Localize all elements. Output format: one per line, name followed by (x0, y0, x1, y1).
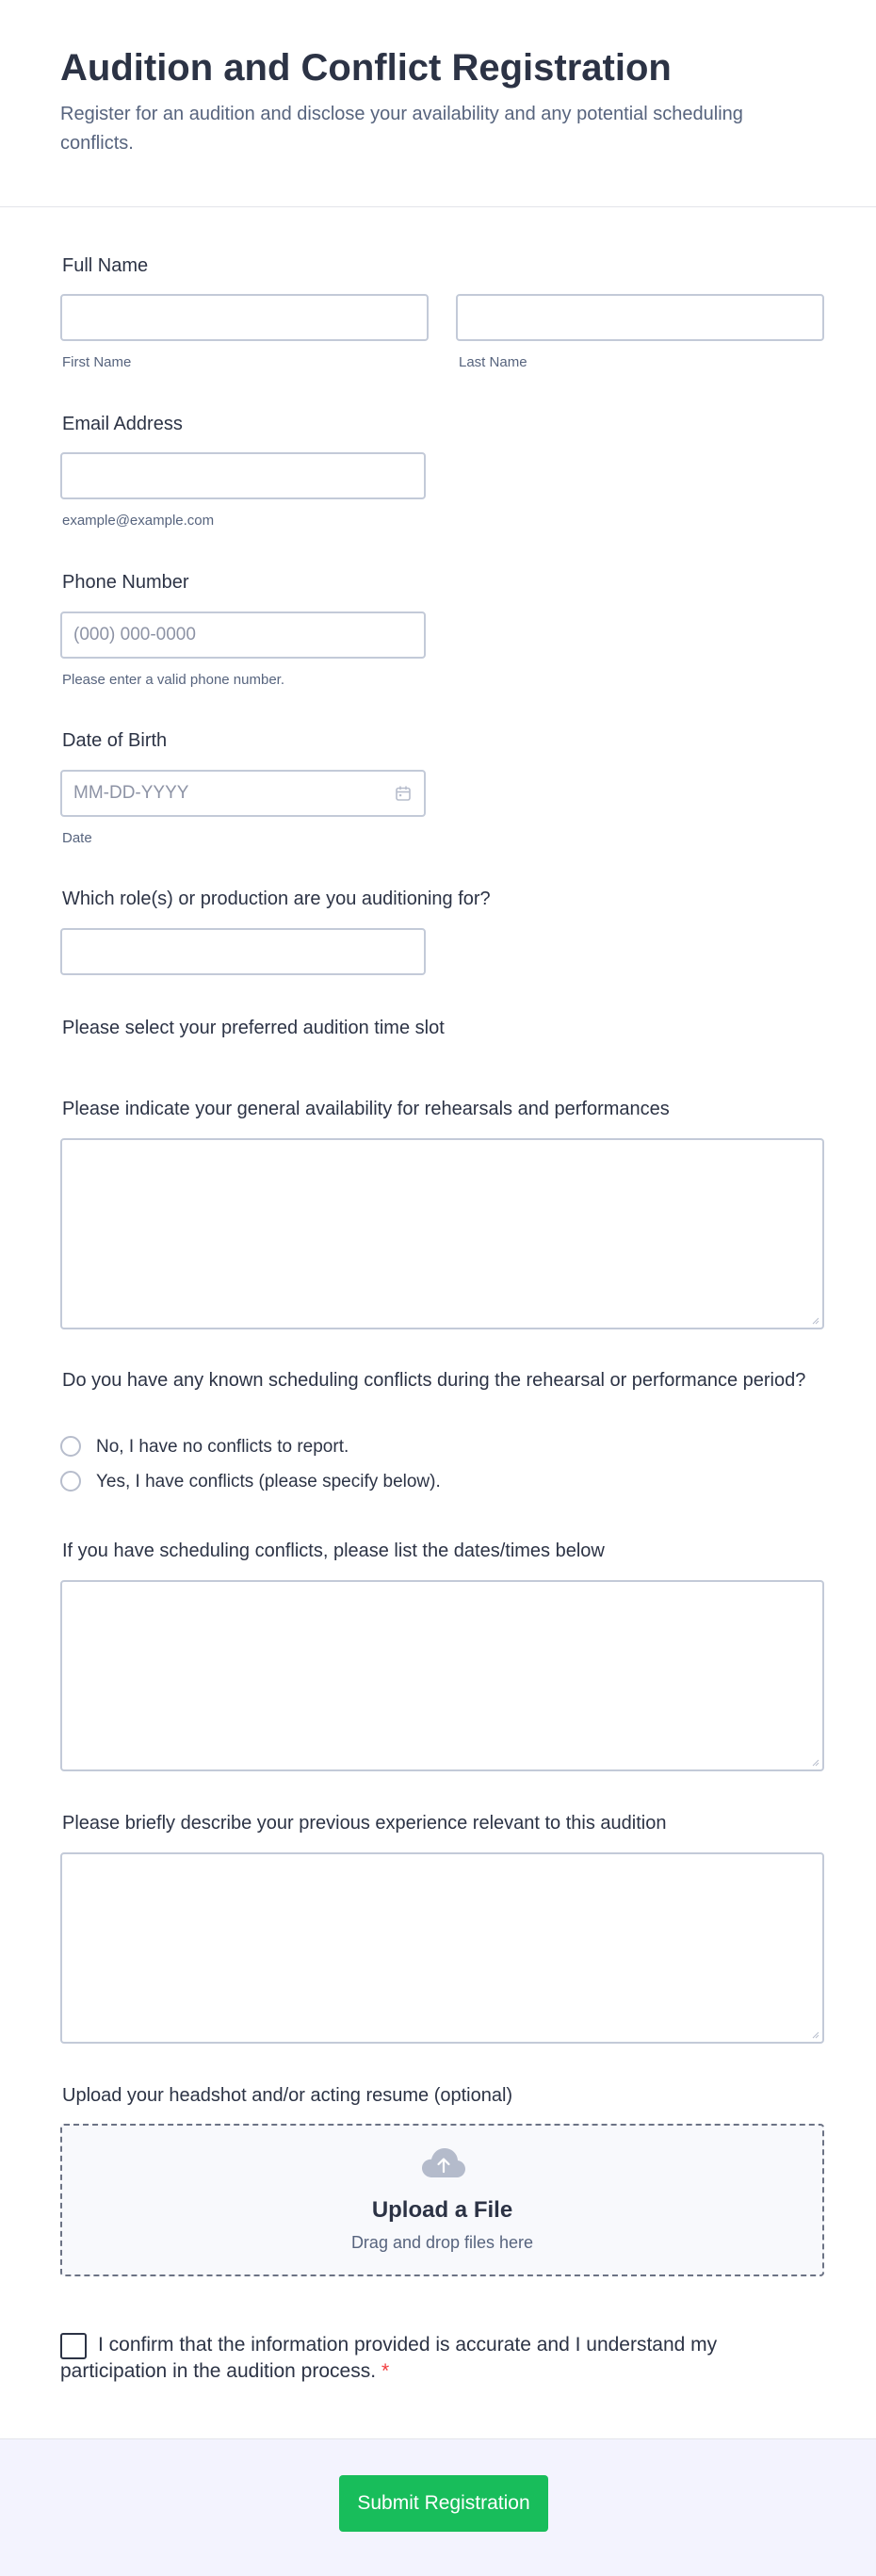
file-upload-dropzone[interactable] (60, 2124, 824, 2276)
phone-sublabel: Please enter a valid phone number. (62, 672, 284, 688)
radio-label: Yes, I have conflicts (please specify below). (96, 1472, 441, 1492)
role-input[interactable] (60, 928, 426, 975)
email-sublabel: example@example.com (62, 513, 215, 529)
form-footer (0, 2438, 876, 2576)
availability-label: Please indicate your general availability for rehearsals and performances (62, 1099, 670, 1119)
role-label: Which role(s) or production are you auditioning for? (62, 889, 491, 909)
conflict-dates-textarea[interactable] (60, 1580, 824, 1771)
resize-handle-icon[interactable] (810, 2030, 819, 2039)
form-header (0, 0, 876, 207)
radio-button[interactable] (60, 1471, 81, 1492)
first-name-sublabel: First Name (62, 354, 132, 370)
submit-button[interactable]: Submit Registration (339, 2475, 548, 2532)
dob-sublabel: Date (62, 830, 92, 846)
phone-label: Phone Number (62, 572, 189, 593)
first-name-input[interactable] (60, 294, 429, 341)
last-name-sublabel: Last Name (459, 354, 527, 370)
conflict-dates-label: If you have scheduling conflicts, please list the dates/times below (62, 1541, 605, 1561)
experience-label: Please briefly describe your previous experience relevant to this audition (62, 1813, 667, 1834)
full-name-label: Full Name (62, 255, 149, 276)
email-input[interactable] (60, 452, 426, 499)
dob-label: Date of Birth (62, 730, 168, 751)
radio-label: No, I have no conflicts to report. (96, 1437, 349, 1457)
email-label: Email Address (62, 414, 183, 434)
confirm-label (60, 2332, 823, 2385)
form-subtitle: Register for an audition and disclose your availability and any potential scheduling conflicts. (60, 104, 743, 154)
phone-placeholder: (000) 000-0000 (73, 625, 196, 644)
resize-handle-icon[interactable] (810, 1757, 819, 1767)
cloud-upload-icon (421, 2146, 466, 2185)
form-title: Audition and Conflict Registration (60, 47, 672, 89)
radio-button[interactable] (60, 1436, 81, 1457)
dob-input[interactable] (60, 770, 426, 817)
experience-textarea[interactable] (60, 1852, 824, 2044)
upload-hint: Drag and drop files here (350, 2233, 534, 2252)
required-asterisk: * (381, 2360, 390, 2382)
dob-placeholder: MM-DD-YYYY (73, 783, 189, 803)
resize-handle-icon[interactable] (810, 1315, 819, 1325)
availability-textarea[interactable] (60, 1138, 824, 1329)
calendar-icon[interactable] (394, 784, 413, 803)
upload-label: Upload your headshot and/or acting resume (optional) (62, 2085, 513, 2106)
last-name-input[interactable] (456, 294, 824, 341)
conflicts-question-label: Do you have any known scheduling conflicts during the rehearsal or performance period? (62, 1370, 806, 1391)
upload-title: Upload a File (371, 2197, 513, 2223)
phone-input[interactable] (60, 611, 426, 659)
confirm-text: I confirm that the information provided is accurate and I understand my participation in the audition process. (60, 2334, 718, 2382)
timeslot-label: Please select your preferred audition time slot (62, 1018, 445, 1038)
